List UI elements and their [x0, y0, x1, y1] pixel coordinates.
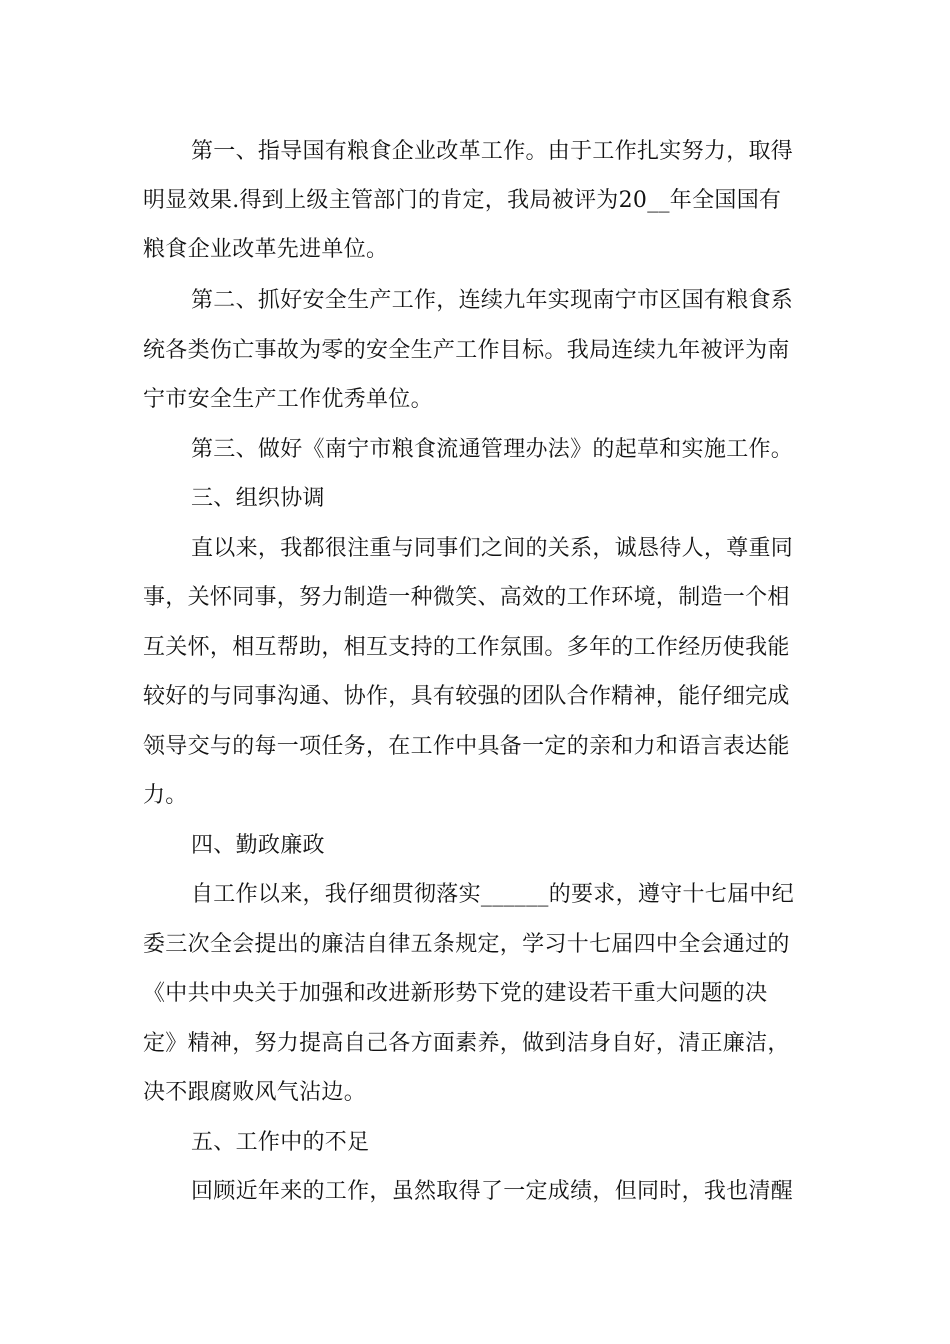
paragraph-line: 委三次全会提出的廉洁自律五条规定，学习十七届四中全会通过的 [143, 932, 790, 957]
paragraph-line: 力。 [143, 783, 188, 808]
paragraph-line: 粮食企业改革先进单位。 [143, 237, 389, 262]
paragraph-line: 第一、指导国有粮食企业改革工作。由于工作扎实努力，取得 [191, 139, 794, 164]
paragraph-line: 回顾近年来的工作，虽然取得了一定成绩，但同时，我也清醒 [191, 1179, 794, 1204]
paragraph-line: 事，关怀同事，努力制造一种微笑、高效的工作环境，制造一个相 [143, 585, 790, 610]
paragraph-line: 定》精神，努力提高自己各方面素养，做到洁身自好，清正廉洁， [143, 1031, 790, 1056]
paragraph-line: 《中共中央关于加强和改进新形势下党的建设若干重大问题的决 [143, 981, 768, 1006]
section-heading: 四、勤政廉政 [191, 833, 325, 858]
paragraph-line: 较好的与同事沟通、协作，具有较强的团队合作精神，能仔细完成 [143, 684, 790, 709]
paragraph-line: 领导交与的每一项任务，在工作中具备一定的亲和力和语言表达能 [143, 734, 790, 759]
paragraph-line: 明显效果.得到上级主管部门的肯定，我局被评为20__年全国国有 [143, 188, 782, 213]
paragraph-line: 直以来，我都很注重与同事们之间的关系，诚恳待人，尊重同 [191, 536, 794, 561]
paragraph-line: 决不跟腐败风气沾边。 [143, 1080, 367, 1105]
paragraph-line: 互关怀，相互帮助，相互支持的工作氛围。多年的工作经历使我能 [143, 635, 790, 660]
paragraph-line: 自工作以来，我仔细贯彻落实______的要求，遵守十七届中纪 [191, 882, 795, 907]
paragraph-line: 第二、抓好安全生产工作，连续九年实现南宁市区国有粮食系 [191, 288, 794, 313]
section-heading: 五、工作中的不足 [191, 1130, 370, 1155]
paragraph-line: 宁市安全生产工作优秀单位。 [143, 387, 433, 412]
section-heading: 三、组织协调 [191, 486, 325, 511]
paragraph-line: 第三、做好《南宁市粮食流通管理办法》的起草和实施工作。 [191, 437, 794, 462]
paragraph-line: 统各类伤亡事故为零的安全生产工作目标。我局连续九年被评为南 [143, 338, 790, 363]
